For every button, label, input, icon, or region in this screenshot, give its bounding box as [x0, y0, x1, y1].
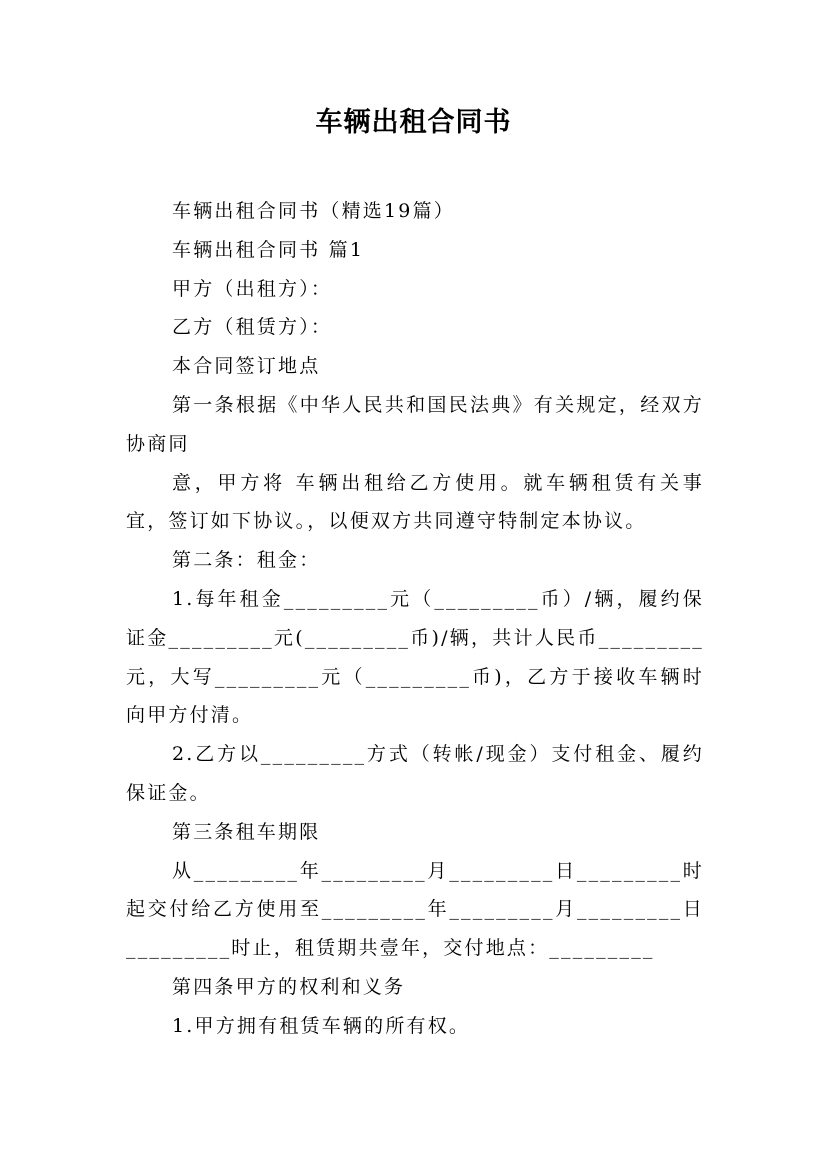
paragraph-article-2-item-1: 1.每年租金_________元（_________币）/辆，履约保证金_________元(_________币)/辆，共计人民币_________元，大写_________元（_________币)，乙方于接收车辆时向甲方付清。: [126, 587, 704, 727]
paragraph-signing-location: 本合同签订地点: [172, 355, 321, 378]
paragraph-section-heading: 车辆出租合同书 篇1: [172, 238, 365, 261]
paragraph-article-2-item-2: 2.乙方以_________方式（转帐/现金）支付租金、履约保证金。: [126, 743, 704, 804]
paragraph-party-b: 乙方（租赁方）：: [172, 316, 333, 339]
paragraph-article-4-heading: 第四条甲方的权利和义务: [172, 975, 406, 998]
paragraph-article-2-heading: 第二条：租金：: [172, 549, 321, 572]
paragraph-article-4-item-1: 1.甲方拥有租赁车辆的所有权。: [172, 1014, 471, 1037]
paragraph-party-a: 甲方（出租方）：: [172, 277, 333, 300]
paragraph-article-3-body: 从_________年_________月_________日_________时起交付给乙方使用至_________年_________月_________日_________时止，租赁期共壹年，交付地点：_________: [126, 859, 704, 960]
document-title: 车辆出租合同书: [315, 107, 512, 138]
paragraph-article-1-cont: 意，甲方将 车辆出租给乙方使用。就车辆租赁有关事宜，签订如下协议。，以便双方共同遵守特制定本协议。: [126, 471, 704, 533]
paragraph-subtitle: 车辆出租合同书（精选19篇）: [172, 200, 455, 222]
paragraph-article-1: 第一条根据《中华人民共和国民法典》有关规定，经双方协商同: [126, 393, 704, 455]
document-body: [126, 192, 704, 1046]
paragraph-article-3-heading: 第三条租车期限: [172, 820, 321, 843]
